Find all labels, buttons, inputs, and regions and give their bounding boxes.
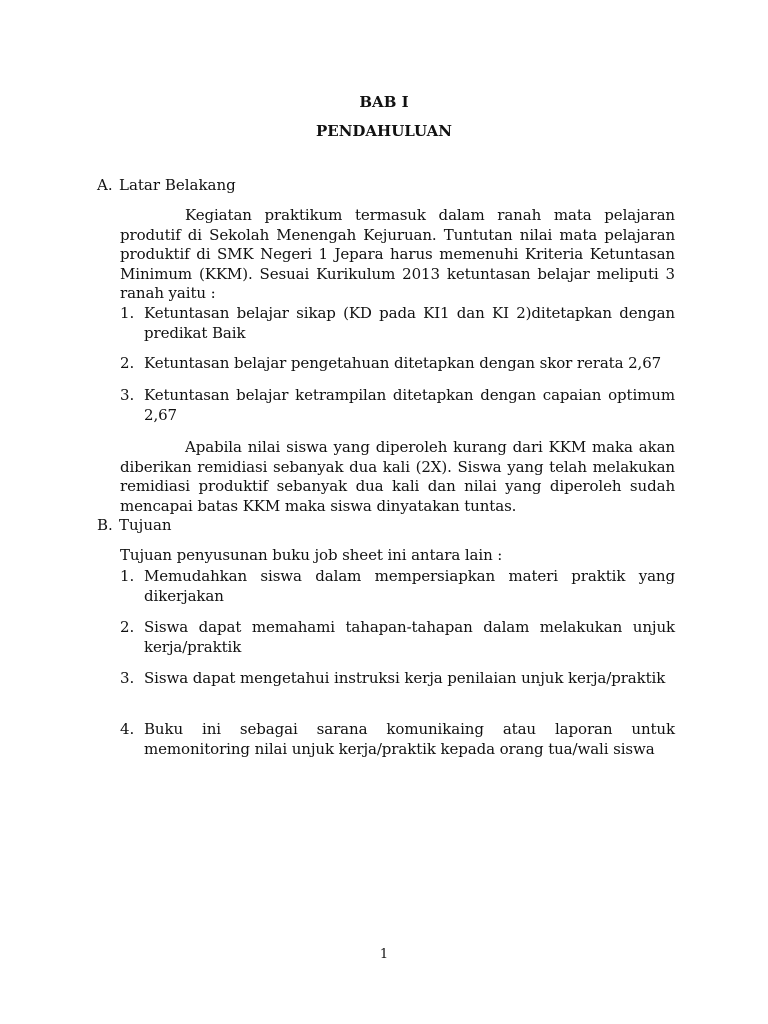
list-item-number: 3. bbox=[120, 386, 135, 404]
list-item bbox=[120, 567, 675, 606]
section-a-intro: Kegiatan praktikum termasuk dalam ranah mata pelajaran produtif di Sekolah Menengah Kejuruan. Tuntutan nilai mata pelajaran produktif di SMK Negeri 1 Jepara harus memenuhi Kriteria Ketuntasan Minimum (KKM). Sesuai Kurikulum 2013 ketuntasan belajar meliputi 3 ranah yaitu : bbox=[120, 206, 675, 302]
section-b-title: Tujuan bbox=[119, 516, 172, 534]
list-item-text: Memudahkan siswa dalam mempersiapkan materi praktik yang dikerjakan bbox=[144, 567, 675, 605]
section-b-letter: B. bbox=[97, 516, 113, 534]
list-item bbox=[120, 618, 675, 657]
list-item-number: 2. bbox=[120, 618, 135, 636]
section-b-heading bbox=[97, 515, 172, 535]
chapter-label: BAB I bbox=[359, 93, 409, 111]
section-a-letter: A. bbox=[97, 176, 113, 194]
list-item bbox=[120, 304, 675, 343]
section-a-heading bbox=[97, 175, 236, 195]
page-number: 1 bbox=[379, 947, 389, 962]
list-item-text: Ketuntasan belajar sikap (KD pada KI1 dan KI 2)ditetapkan dengan predikat Baik bbox=[144, 304, 675, 342]
list-item-text: Siswa dapat memahami tahapan-tahapan dalam melakukan unjuk kerja/praktik bbox=[144, 618, 675, 656]
list-item-number: 4. bbox=[120, 720, 135, 738]
section-a-closing: Apabila nilai siswa yang diperoleh kurang dari KKM maka akan diberikan remidiasi sebanyak dua kali (2X). Siswa yang telah melakukan remidiasi produktif sebanyak dua kali dan nilai yang diperoleh sudah mencapai batas KKM maka siswa dinyatakan tuntas. bbox=[120, 438, 675, 515]
list-item-number: 1. bbox=[120, 567, 135, 585]
list-item bbox=[120, 720, 675, 759]
list-item-text: Buku ini sebagai sarana komunikaing atau laporan untuk memonitoring nilai unjuk kerja/praktik kepada orang tua/wali siswa bbox=[144, 720, 675, 758]
list-item bbox=[120, 354, 675, 374]
chapter-title: PENDAHULUAN bbox=[315, 122, 453, 140]
list-item-text: Ketuntasan belajar pengetahuan ditetapkan dengan skor rerata 2,67 bbox=[144, 354, 662, 372]
list-item-number: 3. bbox=[120, 669, 135, 687]
section-a-title: Latar Belakang bbox=[119, 176, 236, 194]
list-item-text: Siswa dapat mengetahui instruksi kerja penilaian unjuk kerja/praktik bbox=[144, 669, 666, 687]
list-item bbox=[120, 669, 675, 689]
list-item-text: Ketuntasan belajar ketrampilan ditetapkan dengan capaian optimum 2,67 bbox=[144, 386, 675, 424]
section-b-intro: Tujuan penyusunan buku job sheet ini antara lain : bbox=[120, 546, 503, 564]
list-item-number: 1. bbox=[120, 304, 135, 322]
list-item-number: 2. bbox=[120, 354, 135, 372]
list-item bbox=[120, 386, 675, 425]
